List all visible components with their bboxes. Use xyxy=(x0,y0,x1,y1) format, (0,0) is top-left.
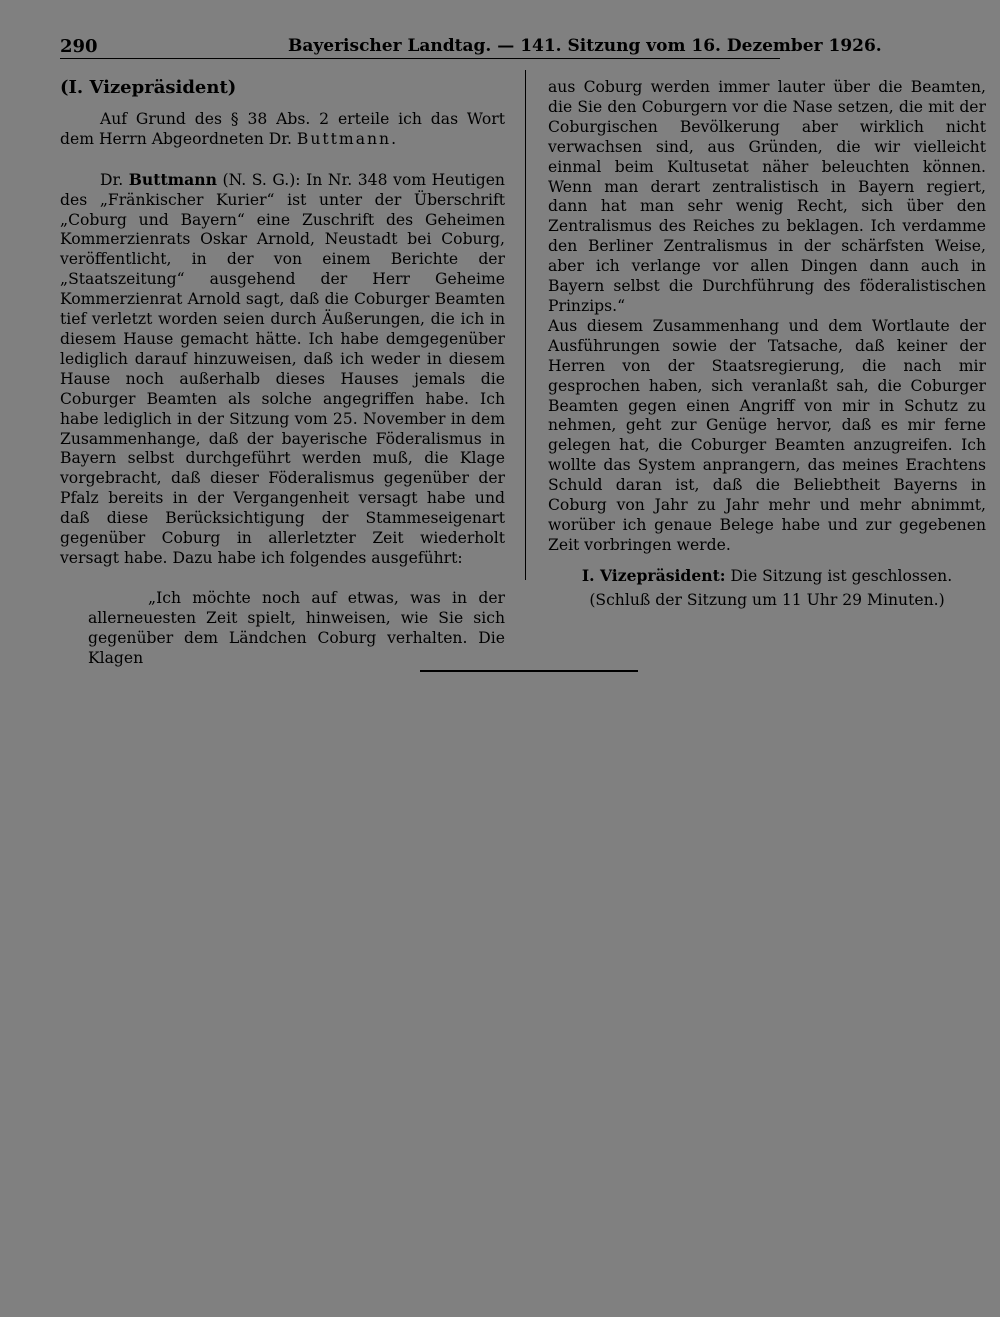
quote-continuation: aus Coburg werden immer lauter über die Beamten, die Sie den Coburgern vor die Nase setzen, die mit der Coburgischen Bevölkerung aber wirklich nicht verwachsen sind, aus Gründen, die wir vielleicht einmal beim Kultusetat näher beleuchten können. Wenn man derart zentralistisch in Bayern regiert, dann hat man sehr wenig Recht, sich über den Zentralismus des Reiches zu beklagen. Ich verdamme den Berliner Zentralismus in der schärfsten Weise, aber ich verlange vor allen Dingen dann auch in Bayern selbst die Durchführung des föderalistischen Prinzips.“ xyxy=(548,78,986,315)
speaker-name: Buttmann xyxy=(296,129,392,148)
end-rule xyxy=(420,670,638,672)
paragraph-intro-end: . xyxy=(391,129,397,148)
closing-text: Die Sitzung ist geschlossen. xyxy=(725,566,953,585)
running-title: Bayerischer Landtag. — 141. Sitzung vom 16. Dezember 1926. xyxy=(288,36,882,56)
paragraph-conclusion: Aus diesem Zusammenhang und dem Wortlaute der Ausführungen sowie der Tatsache, daß keiner der Herren von der Staatsregierung, die nach mir gesprochen haben, sich veranlaßt sah, die Coburger Beamten gegen einen Angriff von mir in Schutz zu nehmen, geht zur Genüge hervor, daß es mir ferne gelegen hat, die Coburger Beamten anzugreifen. Ich wollte das System anprangern, das meines Erachtens Schuld daran ist, daß die Beliebtheit Bayerns in Coburg von Jahr zu Jahr mehr und mehr abnimmt, worüber ich genaue Belege habe und zur gegebenen Zeit vorbringen werde. xyxy=(548,316,986,554)
closing-speaker: I. Vizepräsident: xyxy=(581,565,726,585)
speech-speaker: Buttmann xyxy=(128,169,217,189)
paragraph-intro-text: Auf Grund des § 38 Abs. 2 erteile ich das Wort dem Herrn Abgeordneten Dr. xyxy=(60,109,505,148)
speaker-heading: (I. Vizepräsident) xyxy=(60,77,237,98)
paragraph-speech xyxy=(60,170,505,569)
speech-prefix: Dr. xyxy=(100,170,129,189)
column-divider xyxy=(525,70,526,580)
closing-note: (Schluß der Sitzung um 11 Uhr 29 Minuten.) xyxy=(589,590,945,609)
quote-block: „Ich möchte noch auf etwas, was in der allerneuesten Zeit spielt, hinweisen, wie Sie sich gegenüber dem Ländchen Coburg verhalten. Die Klagen xyxy=(88,588,505,667)
page-number: 290 xyxy=(60,36,98,57)
right-column xyxy=(548,78,986,611)
speech-text: (N. S. G.): In Nr. 348 vom Heutigen des „Fränkischer Kurier“ ist unter der Überschrift „Coburg und Bayern“ eine Zuschrift des Geheimen Kommerzienrats Oskar Arnold, Neustadt bei Coburg, veröffentlicht, in der von einem Berichte der „Staatszeitung“ ausgehend der Herr Geheime Kommerzienrat Arnold sagt, daß die Coburger Beamten tief verletzt worden seien durch Äußerungen, die ich in diesem Hause gemacht hätte. Ich habe demgegenüber lediglich darauf hinzuweisen, daß ich weder in diesem Hause noch außerhalb dieses Hauses jemals die Coburger Beamten als solche angegriffen habe. Ich habe lediglich in der Sitzung vom 25. November in dem Zusammenhange, daß der bayerische Föderalismus in Bayern selbst durchgeführt werden muß, die Klage vorgebracht, daß dieser Föderalismus gegenüber der Pfalz bereits in der Vergangenheit versagt habe und daß diese Berücksichtigung der Stammeseigenart gegenüber Coburg in allerletzter Zeit wiederholt versagt habe. Dazu habe ich folgendes ausgeführt: xyxy=(60,170,505,567)
page-header xyxy=(60,36,882,59)
left-column xyxy=(60,78,505,668)
paragraph-intro xyxy=(60,110,505,150)
closing-statement xyxy=(548,566,986,587)
